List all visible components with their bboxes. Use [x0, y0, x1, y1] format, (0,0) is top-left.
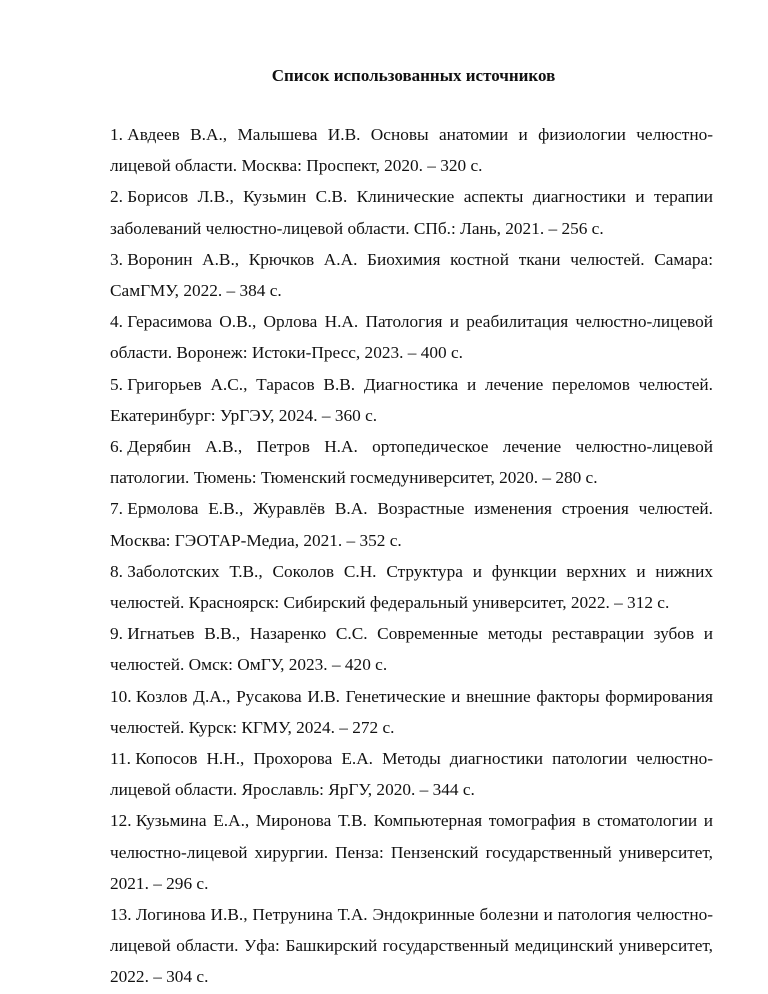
reference-list: [110, 119, 713, 993]
reference-item: [110, 681, 713, 743]
reference-item: [110, 805, 713, 899]
page-title: Список использованных источников: [271, 66, 556, 85]
reference-text: Авдеев В.А., Малышева И.В. Основы анатомии и физиологии челюстно-лицевой области. Москва: Проспект, 2020. – 320 с.: [110, 125, 713, 176]
reference-item: [110, 181, 713, 243]
document-page: [110, 64, 713, 993]
reference-number: 5.: [110, 374, 123, 394]
reference-text: Воронин А.В., Крючков А.А. Биохимия костной ткани челюстей. Самара: СамГМУ, 2022. – 384 с.: [110, 249, 713, 301]
reference-text: Борисов Л.В., Кузьмин С.В. Клинические аспекты диагностики и терапии заболеваний челюстно-лицевой области. СПб.: Лань, 2021. – 256 с.: [110, 187, 713, 238]
reference-item: [110, 743, 713, 805]
reference-text: Кузьмина Е.А., Миронова Т.В. Компьютерная томография в стоматологии и челюстно-лицевой хирургии. Пенза: Пензенский государственный университет, 2021. – 296 с.: [110, 811, 713, 893]
reference-text: Логинова И.В., Петрунина Т.А. Эндокринные болезни и патология челюстно-лицевой области. Уфа: Башкирский государственный медицинский университет, 2022. – 304 с.: [110, 905, 713, 987]
reference-item: [110, 618, 713, 680]
reference-number: 4.: [110, 312, 123, 332]
reference-text: Григорьев А.С., Тарасов В.В. Диагностика и лечение переломов челюстей. Екатеринбург: УрГЭУ, 2024. – 360 с.: [110, 374, 713, 425]
reference-item: [110, 431, 713, 493]
reference-number: 11.: [110, 749, 131, 769]
reference-item: [110, 244, 713, 306]
reference-number: 13.: [110, 905, 132, 925]
reference-number: 6.: [110, 437, 123, 457]
reference-number: 8.: [110, 561, 123, 581]
reference-number: 12.: [110, 811, 132, 831]
reference-number: 7.: [110, 499, 123, 519]
reference-text: Копосов Н.Н., Прохорова Е.А. Методы диагностики патологии челюстно-лицевой области. Ярославль: ЯрГУ, 2020. – 344 с.: [110, 749, 713, 800]
reference-text: Козлов Д.А., Русакова И.В. Генетические и внешние факторы формирования челюстей. Курск: КГМУ, 2024. – 272 с.: [110, 686, 713, 737]
reference-number: 2.: [110, 187, 123, 207]
reference-number: 3.: [110, 249, 123, 269]
reference-item: [110, 556, 713, 618]
reference-text: Ермолова Е.В., Журавлёв В.А. Возрастные изменения строения челюстей. Москва: ГЭОТАР-Медиа, 2021. – 352 с.: [110, 499, 713, 550]
reference-number: 9.: [110, 624, 123, 644]
reference-number: 1.: [110, 125, 123, 144]
reference-item: [110, 369, 713, 431]
reference-text: Дерябин А.В., Петров Н.А. ортопедическое лечение челюстно-лицевой патологии. Тюмень: Тюменский госмедуниверситет, 2020. – 280 с.: [110, 437, 713, 488]
reference-text: Игнатьев В.В., Назаренко С.С. Современные методы реставрации зубов и челюстей. Омск: ОмГУ, 2023. – 420 с.: [110, 624, 713, 675]
reference-item: [110, 493, 713, 555]
reference-number: 10.: [110, 686, 132, 706]
reference-item: [110, 306, 713, 368]
reference-item: [110, 119, 713, 181]
reference-text: Герасимова О.В., Орлова Н.А. Патология и реабилитация челюстно-лицевой области. Воронеж: Истоки-Пресс, 2023. – 400 с.: [110, 312, 713, 363]
reference-item: [110, 899, 713, 993]
reference-text: Заболотских Т.В., Соколов С.Н. Структура и функции верхних и нижних челюстей. Красноярск: Сибирский федеральный университет, 2022. – 312 с.: [110, 561, 713, 613]
